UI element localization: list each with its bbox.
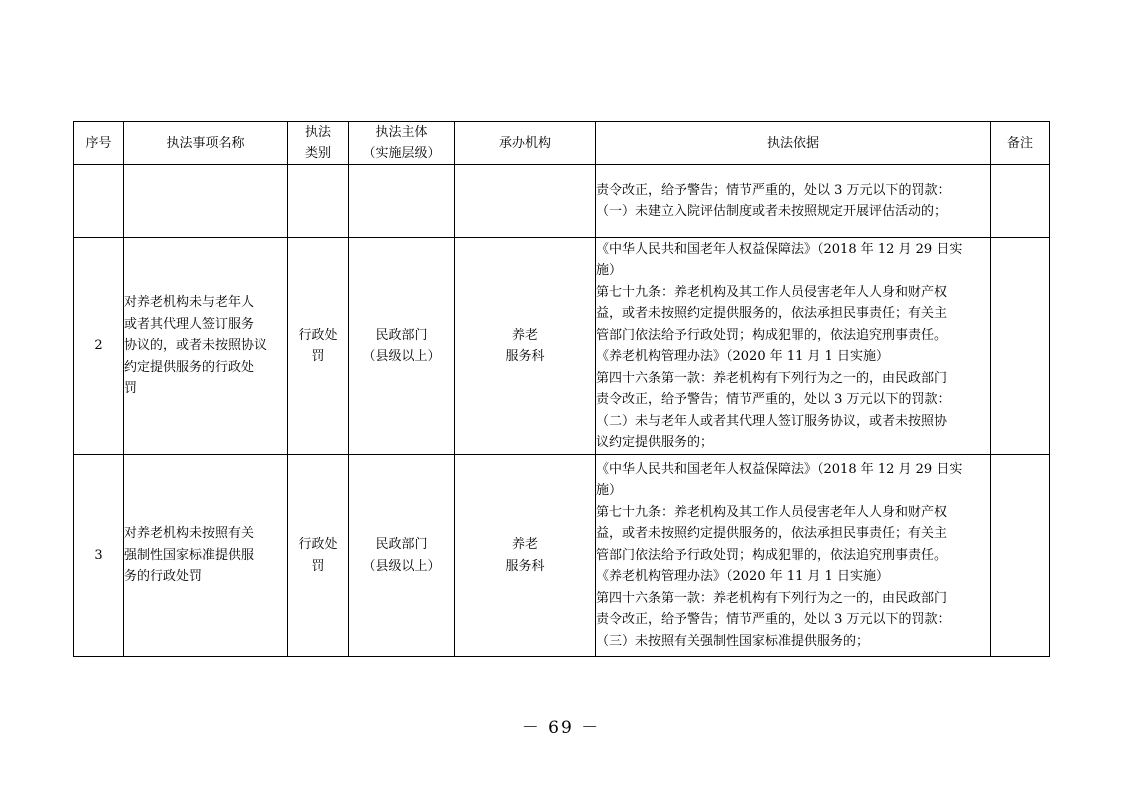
cell-category bbox=[288, 165, 349, 238]
cell-name bbox=[124, 165, 288, 238]
cell-category: 行政处 罚 bbox=[288, 238, 349, 455]
cell-basis: 《中华人民共和国老年人权益保障法》（2018 年 12 月 29 日实 施） 第七十九条：养老机构及其工作人员侵害老年人人身和财产权 益，或者未按照约定提供服务的，依法承担民事责任；有关主 管部门依法给予行政处罚；构成犯罪的，依法追究刑事责任。 《养老机构管理办法》（2020 年 11 月 1 日实施） 第四十六条第一款：养老机构有下列行为之一的，由民政部门 责令改正，给予警告；情节严重的，处以 3 万元以下的罚款： （二）未与老年人或者其代理人签订服务协议，或者未按照协 议约定提供服务的； bbox=[596, 238, 991, 455]
cell-basis: 《中华人民共和国老年人权益保障法》（2018 年 12 月 29 日实 施） 第七十九条：养老机构及其工作人员侵害老年人人身和财产权 益，或者未按照约定提供服务的，依法承担民事责任；有关主 管部门依法给予行政处罚；构成犯罪的，依法追究刑事责任。 《养老机构管理办法》（2020 年 11 月 1 日实施） 第四十六条第一款：养老机构有下列行为之一的，由民政部门 责令改正，给予警告；情节严重的，处以 3 万元以下的罚款： （三）未按照有关强制性国家标准提供服务的； bbox=[596, 455, 991, 657]
cell-seq bbox=[74, 165, 124, 238]
cell-category: 行政处 罚 bbox=[288, 455, 349, 657]
cell-basis: 责令改正，给予警告；情节严重的，处以 3 万元以下的罚款： （一）未建立入院评估制度或者未按照规定开展评估活动的； bbox=[596, 165, 991, 238]
header-seq: 序号 bbox=[74, 122, 124, 165]
table-row bbox=[74, 455, 1050, 657]
table-row bbox=[74, 165, 1050, 238]
cell-seq: 3 bbox=[74, 455, 124, 657]
cell-org: 养老 服务科 bbox=[455, 455, 596, 657]
cell-remark bbox=[991, 165, 1050, 238]
header-remark: 备注 bbox=[991, 122, 1050, 165]
cell-name: 对养老机构未按照有关 强制性国家标准提供服 务的行政处罚 bbox=[124, 455, 288, 657]
cell-org: 养老 服务科 bbox=[455, 238, 596, 455]
cell-name: 对养老机构未与老年人 或者其代理人签订服务 协议的，或者未按照协议 约定提供服务的行政处 罚 bbox=[124, 238, 288, 455]
cell-subject: 民政部门 （县级以上） bbox=[349, 238, 455, 455]
header-basis: 执法依据 bbox=[596, 122, 991, 165]
cell-seq: 2 bbox=[74, 238, 124, 455]
page-number: － 69 － bbox=[521, 718, 601, 738]
header-subject: 执法主体 （实施层级） bbox=[349, 122, 455, 165]
header-org: 承办机构 bbox=[455, 122, 596, 165]
enforcement-table bbox=[73, 121, 1050, 657]
cell-org bbox=[455, 165, 596, 238]
cell-subject: 民政部门 （县级以上） bbox=[349, 455, 455, 657]
cell-subject bbox=[349, 165, 455, 238]
table-header-row bbox=[74, 122, 1050, 165]
cell-remark bbox=[991, 455, 1050, 657]
cell-remark bbox=[991, 238, 1050, 455]
header-name: 执法事项名称 bbox=[124, 122, 288, 165]
table-row bbox=[74, 238, 1050, 455]
header-category: 执法 类别 bbox=[288, 122, 349, 165]
